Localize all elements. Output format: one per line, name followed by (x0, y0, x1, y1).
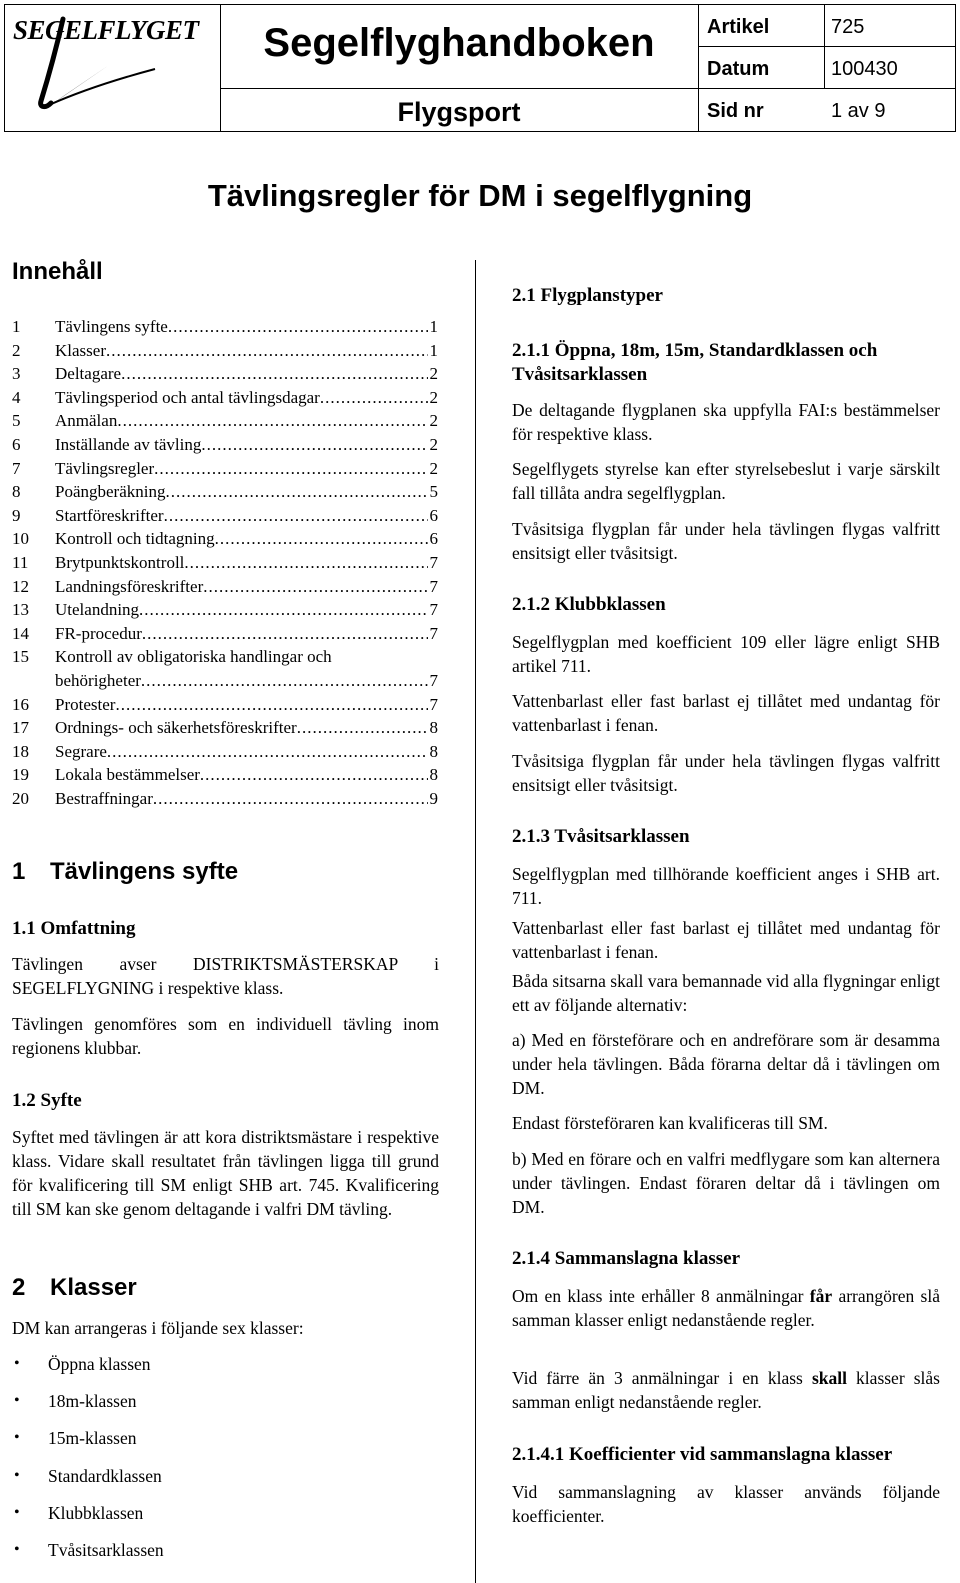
meta-divider (824, 5, 825, 89)
table-of-contents (12, 316, 438, 811)
toc-page-number: 5 (429, 482, 438, 502)
toc-title: Tävlingens syfte (55, 317, 168, 336)
toc-number: 5 (12, 411, 21, 431)
section-number: 1 (12, 858, 26, 885)
toc-page-number: 2 (429, 387, 438, 407)
subsection-2-1-heading: 2.1 Flygplanstyper (512, 285, 663, 306)
meta-row-artikel (699, 5, 955, 47)
toc-number: 11 (12, 552, 29, 572)
emphasis: skall (811, 1368, 847, 1388)
toc-page-number: 7 (429, 694, 438, 714)
text-run: Om en klass inte erhåller 8 anmälningar (512, 1286, 810, 1306)
toc-number: 17 (12, 718, 29, 738)
list-item: • Öppna klassen (12, 1352, 439, 1389)
paragraph: De deltagande flygplanen ska uppfylla FAI:s bestämmelser för respektive klass. (512, 400, 940, 444)
column-divider (475, 260, 476, 1583)
toc-number: 15 (12, 647, 29, 667)
toc-entry[interactable] (12, 458, 438, 482)
toc-leader-dots (142, 623, 428, 645)
toc-leader-dots (153, 788, 428, 810)
toc-title: Anmälan (55, 411, 118, 431)
toc-text (55, 576, 438, 598)
meta-label: Artikel (707, 16, 770, 38)
toc-title: Bestraffningar (55, 788, 153, 808)
toc-leader-dots (139, 599, 427, 621)
toc-title: Brytpunktskontroll (55, 552, 185, 572)
toc-entry[interactable] (12, 410, 438, 434)
section-2-heading (12, 1274, 137, 1302)
paragraph: DM kan arrangeras i följande sex klasser: (12, 1318, 304, 1338)
logo-text: SEGELFLYGET (13, 15, 199, 45)
toc-title: Landningsföreskrifter (55, 576, 204, 596)
list-item: • Klubbklassen (12, 1501, 439, 1538)
toc-leader-dots (203, 576, 427, 598)
toc-entry[interactable] (12, 387, 438, 411)
toc-text (55, 528, 438, 550)
toc-page-number: 6 (429, 529, 438, 549)
toc-text (55, 340, 438, 362)
toc-title: behörigheter (55, 670, 141, 690)
toc-entry[interactable] (12, 434, 438, 458)
toc-text (55, 458, 438, 480)
toc-number: 18 (12, 741, 29, 761)
toc-title: Inställande av tävling (55, 434, 202, 454)
toc-leader-dots (297, 717, 428, 739)
handbook-title: Segelflyghandboken (263, 21, 655, 65)
toc-title: Poängberäkning (55, 482, 166, 502)
meta-row-sidnr (699, 89, 955, 131)
toc-entry[interactable] (12, 670, 438, 694)
class-list (12, 1352, 439, 1575)
toc-number: 2 (12, 340, 21, 360)
toc-entry[interactable] (12, 599, 438, 623)
toc-page-number: 7 (429, 623, 438, 643)
toc-leader-dots (117, 410, 427, 432)
text-run: arrangören slå samman klasser enligt nedanstående regler. (512, 1286, 940, 1330)
toc-page-number: 2 (429, 364, 438, 384)
meta-label: Datum (707, 58, 770, 80)
subsection-1-1-heading: 1.1 Omfattning (12, 918, 136, 939)
toc-title: Segrare (55, 741, 107, 761)
paragraph (512, 1284, 940, 1332)
toc-page-number: 2 (429, 434, 438, 454)
subsection-2-1-4-heading: 2.1.4 Sammanslagna klasser (512, 1248, 741, 1269)
toc-title: Kontroll och tidtagning (55, 529, 215, 549)
toc-title: Utelandning (55, 600, 140, 620)
toc-title: Lokala bestämmelser (55, 765, 200, 785)
meta-label: Sid nr (707, 100, 764, 122)
paragraph: Båda sitsarna skall vara bemannade vid alla flygningar enligt ett av följande alternativ: (512, 971, 940, 1015)
toc-text (55, 552, 438, 574)
toc-entry[interactable] (12, 623, 438, 647)
toc-page-number: 9 (429, 788, 438, 808)
document-title: Tävlingsregler för DM i segelflygning (207, 178, 753, 213)
document-header (4, 4, 956, 132)
toc-entry[interactable] (12, 552, 438, 576)
toc-entry[interactable] (12, 764, 438, 788)
toc-number: 3 (12, 364, 21, 384)
toc-title: Tävlingsperiod och antal tävlingsdagar (55, 387, 320, 407)
toc-text (55, 505, 438, 527)
toc-leader-dots (106, 340, 428, 362)
subsection-1-2-heading: 1.2 Syfte (12, 1090, 82, 1111)
toc-page-number: 7 (429, 576, 438, 596)
paragraph: Segelflygplan med koefficient 109 eller lägre enligt SHB artikel 711. (512, 632, 940, 676)
meta-value: 100430 (831, 58, 898, 80)
toc-leader-dots (141, 670, 428, 692)
paragraph: a) Med en försteförare och en andreförare som är desamma under hela tävlingen. Båda förarna deltar då i tävlingen om DM. (512, 1030, 940, 1098)
paragraph: Vattenbarlast eller fast barlast ej tillåtet med undantag för vattenbarlast i fenan. (512, 691, 940, 735)
toc-page-number: 7 (429, 552, 438, 572)
paragraph: b) Med en förare och en valfri medflygare som kan alternera under tävlingen. Endast föraren deltar då i tävlingen om DM. (512, 1149, 940, 1217)
toc-entry[interactable] (12, 717, 438, 741)
toc-page-number: 1 (429, 317, 438, 336)
toc-number: 6 (12, 434, 21, 454)
toc-number: 19 (12, 765, 29, 785)
toc-page-number: 8 (429, 741, 438, 761)
text-run: klasser slås samman enligt nedanstående regler. (512, 1368, 940, 1412)
toc-entry[interactable] (12, 363, 438, 387)
toc-number: 1 (12, 317, 21, 336)
toc-number: 13 (12, 600, 29, 620)
paragraph (512, 1366, 940, 1414)
toc-number: 16 (12, 694, 29, 714)
subsection-2-1-3-heading: 2.1.3 Tvåsitsarklassen (512, 826, 690, 847)
toc-title: Kontroll av obligatoriska handlingar och (55, 647, 332, 667)
toc-leader-dots (320, 387, 428, 409)
toc-entry[interactable] (12, 576, 438, 600)
toc-text (55, 717, 438, 739)
toc-number: 12 (12, 576, 29, 596)
toc-text (55, 363, 438, 385)
subtitle-cell (220, 89, 699, 131)
section-1-heading (12, 858, 238, 886)
toc-text (55, 599, 438, 621)
toc-leader-dots (107, 741, 428, 763)
toc-text (55, 694, 438, 716)
paragraph: Syftet med tävlingen är att kora distriktsmästare i respektive klass. Vidare skall resultatet från tävlingen ligga till grund för kvalificering till SM enligt SHB art. 745. Kvalificering till SM kan ske genom deltagande i valfri DM tävling. (12, 1127, 439, 1219)
toc-title: Klasser (55, 340, 106, 360)
toc-leader-dots (184, 552, 427, 574)
toc-text (55, 670, 438, 692)
toc-leader-dots (168, 316, 428, 338)
paragraph: Vid sammanslagning av klasser används följande koefficienter. (512, 1482, 940, 1526)
toc-number: 4 (12, 387, 21, 407)
emphasis: får (809, 1286, 833, 1306)
toc-entry[interactable] (12, 481, 438, 505)
handbook-subtitle: Flygsport (397, 97, 521, 127)
list-item: • 15m-klassen (12, 1426, 439, 1463)
toc-number: 8 (12, 482, 21, 502)
toc-entry[interactable] (12, 741, 438, 765)
toc-page-number: 2 (429, 458, 438, 478)
paragraph: Tvåsitsiga flygplan får under hela tävlingen flygas valfritt ensitsigt eller tvåsitsigt. (512, 519, 940, 563)
subsection-2-1-1-heading: 2.1.1 Öppna, 18m, 15m, Standardklassen och Tvåsitsarklassen (512, 340, 878, 385)
toc-leader-dots (165, 481, 427, 503)
toc-page-number: 8 (429, 765, 438, 785)
toc-page-number: 7 (429, 600, 438, 620)
toc-entry[interactable] (12, 646, 438, 670)
toc-leader-dots (201, 434, 427, 456)
list-item: • Standardklassen (12, 1464, 439, 1501)
toc-page-number: 8 (429, 718, 438, 738)
toc-number: 14 (12, 623, 29, 643)
toc-entry[interactable] (12, 528, 438, 552)
toc-text (55, 623, 438, 645)
toc-leader-dots (121, 363, 427, 385)
toc-heading: Innehåll (12, 258, 103, 285)
toc-entry[interactable] (12, 694, 438, 718)
toc-number: 7 (12, 458, 21, 478)
paragraph: Tävlingen genomföres som en individuell tävling inom regionens klubbar. (12, 1014, 439, 1058)
toc-text (55, 764, 438, 786)
toc-text (55, 481, 438, 503)
toc-text (55, 788, 438, 810)
toc-page-number: 6 (429, 505, 438, 525)
toc-title: Ordnings- och säkerhetsföreskrifter (55, 718, 297, 738)
toc-leader-dots (164, 505, 428, 527)
toc-title: Deltagare (55, 364, 122, 384)
toc-page-number: 7 (429, 670, 438, 690)
paragraph: Tvåsitsiga flygplan får under hela tävlingen flygas valfritt ensitsigt eller tvåsitsigt. (512, 751, 940, 795)
toc-title: Tävlingsregler (55, 458, 155, 478)
list-item: • 18m-klassen (12, 1389, 439, 1426)
toc-page-number: 2 (429, 411, 438, 431)
logo (5, 5, 221, 131)
toc-entry[interactable] (12, 788, 438, 812)
toc-title: Startföreskrifter (55, 505, 164, 525)
toc-title: Protester (55, 694, 116, 714)
toc-entry[interactable] (12, 316, 438, 340)
subsection-2-1-4-1-heading: 2.1.4.1 Koefficienter vid sammanslagna klasser (512, 1444, 893, 1465)
paragraph: Vattenbarlast eller fast barlast ej tillåtet med undantag för vattenbarlast i fenan. (512, 918, 940, 962)
toc-text (55, 646, 438, 668)
list-item: • Tvåsitsarklassen (12, 1538, 439, 1575)
toc-leader-dots (115, 694, 427, 716)
paragraph: Segelflygets styrelse kan efter styrelsebeslut i varje särskilt fall tillåta andra segelflygplan. (512, 459, 940, 503)
section-title: Tävlingens syfte (50, 858, 239, 885)
toc-entry[interactable] (12, 340, 438, 364)
title-cell (220, 5, 699, 89)
toc-leader-dots (200, 764, 428, 786)
text-run: Vid färre än 3 anmälningar i en klass (512, 1368, 812, 1388)
toc-leader-dots (154, 458, 427, 480)
toc-text (55, 410, 438, 432)
toc-text (55, 316, 438, 338)
section-number: 2 (12, 1274, 26, 1301)
toc-entry[interactable] (12, 505, 438, 529)
meta-value: 725 (831, 16, 865, 38)
paragraph: Tävlingen avser DISTRIKTSMÄSTERSKAP i SEGELFLYGNING i respektive klass. (12, 954, 439, 998)
toc-text (55, 387, 438, 409)
toc-number: 10 (12, 529, 29, 549)
toc-number: 9 (12, 505, 21, 525)
paragraph: Segelflygplan med tillhörande koefficient anges i SHB art. 711. (512, 864, 940, 908)
toc-title: FR-procedur (55, 623, 142, 643)
section-title: Klasser (50, 1274, 137, 1301)
toc-number: 20 (12, 788, 29, 808)
toc-page-number: 1 (429, 340, 438, 360)
toc-leader-dots (215, 528, 428, 550)
meta-row-datum (699, 47, 955, 89)
paragraph: Endast försteföraren kan kvalificeras till SM. (512, 1113, 828, 1133)
subsection-2-1-2-heading: 2.1.2 Klubbklassen (512, 594, 666, 615)
toc-text (55, 741, 438, 763)
toc-text (55, 434, 438, 456)
meta-value: 1 av 9 (831, 100, 886, 122)
